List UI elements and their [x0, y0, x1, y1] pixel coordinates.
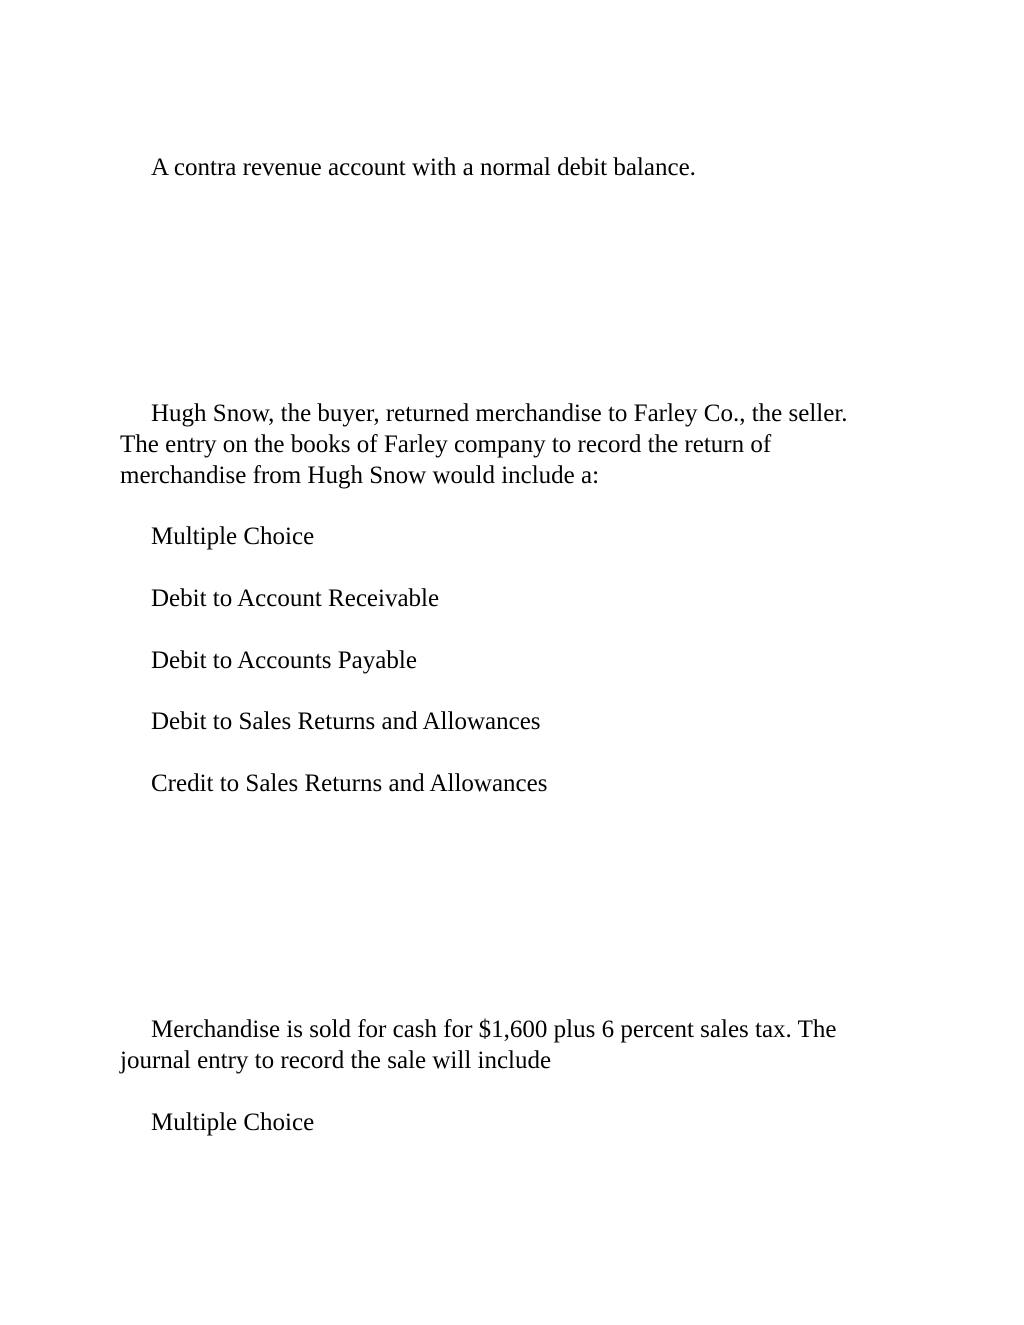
question-2-stem-line-2: The entry on the books of Farley company to record the return of	[120, 431, 772, 458]
question-2-stem-line-1: Hugh Snow, the buyer, returned merchandise to Farley Co., the seller.	[151, 400, 848, 427]
question-3-stem-line-2: journal entry to record the sale will include	[120, 1047, 552, 1074]
question-2-option-1[interactable]: Debit to Account Receivable	[151, 585, 440, 612]
question-3-type-label: Multiple Choice	[151, 1109, 315, 1136]
question-2-option-4[interactable]: Credit to Sales Returns and Allowances	[151, 770, 548, 797]
question-3-stem-line-1: Merchandise is sold for cash for $1,600 plus 6 percent sales tax. The	[151, 1016, 837, 1043]
question-2-type-label: Multiple Choice	[151, 523, 315, 550]
question-2-stem-line-3: merchandise from Hugh Snow would include a:	[120, 462, 600, 489]
question-2-option-2[interactable]: Debit to Accounts Payable	[151, 647, 417, 674]
question-1-text: A contra revenue account with a normal debit balance.	[151, 154, 696, 181]
question-2-option-3[interactable]: Debit to Sales Returns and Allowances	[151, 708, 541, 735]
